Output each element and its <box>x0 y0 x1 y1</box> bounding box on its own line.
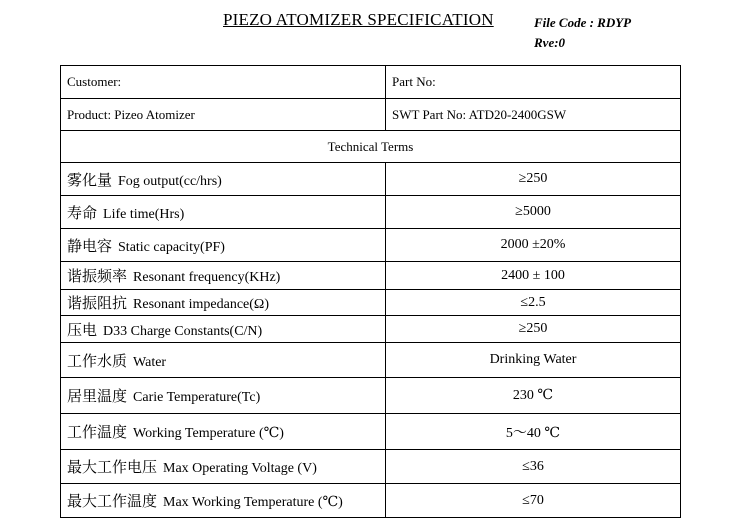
product-cell: Product: Pizeo Atomizer <box>61 99 386 131</box>
value-cell: ≤2.5 <box>386 290 681 316</box>
param-en: Carie Temperature(Tc) <box>133 390 261 405</box>
param-zh: 静电容 <box>67 236 113 255</box>
param-cell <box>61 414 386 450</box>
file-code: File Code : RDYP <box>534 15 632 30</box>
value-cell: ≤70 <box>386 484 681 518</box>
value-cell: ≥5000 <box>386 196 681 229</box>
table-row <box>61 99 681 131</box>
value-cell: 230 ℃ <box>386 378 681 414</box>
spec-table <box>60 65 681 518</box>
param-cell <box>61 262 386 290</box>
value-cell: ≤36 <box>386 450 681 484</box>
table-row <box>61 262 681 290</box>
table-row <box>61 229 681 262</box>
param-zh: 压电 <box>67 320 98 339</box>
param-cell <box>61 378 386 414</box>
param-en: Working Temperature (℃) <box>133 426 284 441</box>
table-row <box>61 196 681 229</box>
param-en: Max Operating Voltage (V) <box>163 461 317 476</box>
table-row <box>61 66 681 99</box>
value-cell: ≥250 <box>386 163 681 196</box>
value-cell: 5～40 ℃ <box>386 414 681 450</box>
table-row <box>61 163 681 196</box>
table-row <box>61 378 681 414</box>
param-en: Water <box>133 354 167 370</box>
param-cell <box>61 316 386 343</box>
param-cell <box>61 229 386 262</box>
revision: Rve:0 <box>534 35 566 50</box>
value-cell: 2000 ±20% <box>386 229 681 262</box>
param-zh: 最大工作电压 <box>67 458 158 476</box>
param-zh: 居里温度 <box>67 387 128 405</box>
param-zh: 谐振阻抗 <box>67 294 128 312</box>
part-no-cell: Part No: <box>386 66 681 99</box>
param-en: Max Working Temperature (℃) <box>163 495 343 510</box>
value-cell: ≥250 <box>386 316 681 343</box>
customer-cell: Customer: <box>61 66 386 99</box>
value-cell: Drinking Water <box>386 343 681 378</box>
param-en: Life time(Hrs) <box>103 206 185 222</box>
param-zh: 工作水质 <box>67 351 128 370</box>
value-cell: 2400 ± 100 <box>386 262 681 290</box>
param-cell <box>61 484 386 518</box>
swt-part-no-cell: SWT Part No: ATD20-2400GSW <box>386 99 681 131</box>
param-cell <box>61 343 386 378</box>
param-cell <box>61 163 386 196</box>
param-cell <box>61 290 386 316</box>
param-zh: 雾化量 <box>67 170 113 189</box>
table-row <box>61 414 681 450</box>
param-en: D33 Charge Constants(C/N) <box>103 323 263 339</box>
table-row <box>61 450 681 484</box>
param-zh: 谐振频率 <box>67 267 128 285</box>
param-zh: 寿命 <box>67 203 98 222</box>
param-en: Fog output(cc/hrs) <box>118 173 222 189</box>
table-row <box>61 290 681 316</box>
table-row <box>61 131 681 163</box>
table-row <box>61 316 681 343</box>
table-row <box>61 343 681 378</box>
param-zh: 工作温度 <box>67 423 128 441</box>
section-title: Technical Terms <box>61 131 681 163</box>
page-title: PIEZO ATOMIZER SPECIFICATION <box>223 10 494 29</box>
param-zh: 最大工作温度 <box>67 492 158 510</box>
param-cell <box>61 196 386 229</box>
document-info <box>534 13 631 53</box>
table-row <box>61 484 681 518</box>
param-cell <box>61 450 386 484</box>
param-en: Resonant frequency(KHz) <box>133 270 281 285</box>
param-en: Static capacity(PF) <box>118 239 225 255</box>
param-en: Resonant impedance(Ω) <box>133 297 269 312</box>
